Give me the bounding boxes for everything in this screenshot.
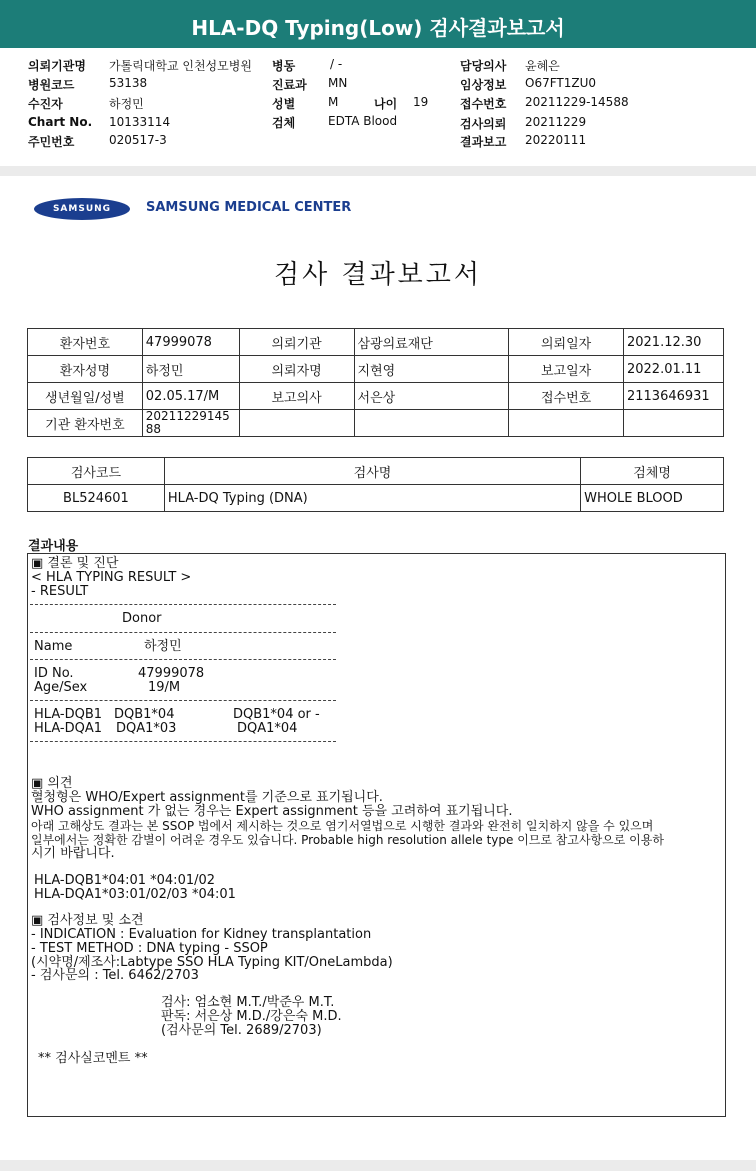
info-value: 하정민 (109, 97, 144, 111)
info-value: 020517-3 (109, 133, 167, 147)
table-row (28, 383, 724, 410)
table-row (28, 356, 724, 383)
report-header (0, 0, 756, 48)
table-cell (509, 410, 624, 437)
table-cell (354, 410, 509, 437)
info-label: 검체 (272, 116, 296, 130)
name-label: Name (34, 639, 73, 654)
table-cell: 2021122914588 (142, 410, 239, 437)
info-value: O67FT1ZU0 (525, 76, 597, 90)
dashed-line (30, 604, 336, 605)
opinion-line: 시기 바랍니다. (31, 846, 115, 861)
table-cell: 보고의사 (239, 383, 354, 410)
agesex-value: 19/M (148, 680, 181, 695)
id-value: 47999078 (138, 666, 205, 681)
info-value: 10133114 (109, 115, 171, 129)
info-label: 성별 (272, 97, 296, 111)
patient-table (27, 328, 724, 437)
table-cell: WHOLE BLOOD (581, 485, 724, 512)
info-value: M (328, 95, 339, 109)
info-value: 53138 (109, 76, 148, 90)
info-line: - INDICATION : Evaluation for Kidney transplantation (31, 927, 372, 942)
table-cell (623, 410, 723, 437)
dqb1-allele-1: DQB1*04 (114, 707, 175, 722)
table-cell: 47999078 (142, 329, 239, 356)
info-label: 검사의뢰 (460, 117, 507, 131)
table-cell: 기관 환자번호 (28, 410, 143, 437)
conclusion-title: ▣ 결론 및 진단 (31, 556, 119, 571)
info-label: 접수번호 (460, 97, 507, 111)
table-cell: 하정민 (142, 356, 239, 383)
dqb1-label: HLA-DQB1 (34, 707, 103, 722)
info-value: 20211229-14588 (525, 95, 629, 109)
table-header: 검사코드 (28, 458, 165, 485)
document-title: 검사 결과보고서 (273, 260, 483, 290)
dqa1-allele-1: DQA1*03 (116, 721, 177, 736)
agesex-label: Age/Sex (34, 680, 88, 695)
table-header: 검사명 (164, 458, 580, 485)
info-value: 가톨릭대학교 인천성모병원 (109, 59, 252, 73)
table-cell: 보고일자 (509, 356, 624, 383)
dashed-line (30, 700, 336, 701)
opinion-line: WHO assignment 가 없는 경우는 Expert assignment 등을 고려하여 표기됩니다. (31, 804, 513, 819)
sign-line: 판독: 서은상 M.D./강은숙 M.D. (161, 1009, 342, 1024)
table-cell (239, 410, 354, 437)
info-value: MN (328, 76, 348, 90)
table-cell: 환자성명 (28, 356, 143, 383)
table-row (28, 410, 724, 437)
opinion-line: 일부에서는 정확한 감별이 어려운 경우도 있습니다. Probable high resolution allele type 이므로 참고사항으로 이용하 (31, 833, 664, 847)
info-label: 병동 (272, 59, 296, 73)
info-label: 진료과 (272, 78, 307, 92)
info-label: 임상정보 (460, 78, 507, 92)
table-cell: BL524601 (28, 485, 165, 512)
table-cell: 의뢰일자 (509, 329, 624, 356)
section-divider (0, 166, 756, 176)
report-title: HLA-DQ Typing(Low) 검사결과보고서 (191, 16, 565, 40)
hr-line: HLA-DQA1*03:01/02/03 *04:01 (34, 887, 236, 902)
table-cell: 서은상 (354, 383, 509, 410)
name-value: 하정민 (144, 639, 182, 654)
info-value: / - (330, 57, 343, 71)
info-label: 결과보고 (460, 135, 507, 149)
samsung-logo: SAMSUNG (34, 198, 130, 220)
opinion-line: 아래 고해상도 결과는 본 SSOP 법에서 제시하는 것으로 염기서열법으로 시행한 결과와 완전히 일치하지 않을 수 있으며 (31, 819, 654, 833)
typing-title: < HLA TYPING RESULT > (31, 570, 192, 585)
info-line: - TEST METHOD : DNA typing - SSOP (31, 941, 268, 956)
opinion-title: ▣ 의견 (31, 776, 73, 791)
table-cell: 2021.12.30 (623, 329, 723, 356)
result-label: - RESULT (31, 584, 89, 599)
info-label: 의뢰기관명 (28, 59, 86, 73)
dqa1-label: HLA-DQA1 (34, 721, 103, 736)
info-value: 19 (413, 95, 429, 109)
info-label: 주민번호 (28, 135, 75, 149)
info-value: 윤혜은 (525, 59, 560, 73)
table-row (28, 485, 724, 512)
table-row (28, 329, 724, 356)
hospital-name: SAMSUNG MEDICAL CENTER (146, 200, 352, 215)
dashed-line (30, 659, 336, 660)
info-label: 수진자 (28, 97, 63, 111)
table-cell: 2022.01.11 (623, 356, 723, 383)
table-cell: 2113646931 (623, 383, 723, 410)
table-cell: 02.05.17/M (142, 383, 239, 410)
table-cell: 의뢰자명 (239, 356, 354, 383)
table-cell: 의뢰기관 (239, 329, 354, 356)
table-cell: 삼광의료재단 (354, 329, 509, 356)
result-heading: 결과내용 (28, 539, 79, 554)
dashed-line (30, 741, 336, 742)
table-header: 검체명 (581, 458, 724, 485)
table-cell: 지현영 (354, 356, 509, 383)
hr-line: HLA-DQB1*04:01 *04:01/02 (34, 873, 216, 888)
info-label: 담당의사 (460, 59, 507, 73)
table-header-row (28, 458, 724, 485)
table-cell: 접수번호 (509, 383, 624, 410)
info-title: ▣ 검사정보 및 소견 (31, 913, 144, 928)
table-cell: 생년월일/성별 (28, 383, 143, 410)
info-label: Chart No. (28, 115, 93, 129)
sign-line: (검사문의 Tel. 2689/2703) (161, 1023, 322, 1038)
info-value: EDTA Blood (328, 114, 398, 128)
info-label: 나이 (374, 97, 398, 111)
table-cell: 환자번호 (28, 329, 143, 356)
info-line: - 검사문의 : Tel. 6462/2703 (31, 968, 199, 983)
footer-bar (0, 1160, 756, 1171)
table-cell: HLA-DQ Typing (DNA) (164, 485, 580, 512)
dqb1-allele-2: DQB1*04 or - (233, 707, 320, 722)
opinion-line: 혈청형은 WHO/Expert assignment를 기준으로 표기됩니다. (31, 790, 383, 805)
info-line: (시약명/제조사:Labtype SSO HLA Typing KIT/OneLambda) (31, 955, 393, 970)
id-label: ID No. (34, 666, 74, 681)
lab-comment: ** 검사실코멘트 ** (38, 1051, 148, 1066)
dqa1-allele-2: DQA1*04 (237, 721, 298, 736)
test-table (27, 457, 724, 512)
dashed-line (30, 632, 336, 633)
info-label: 병원코드 (28, 78, 75, 92)
info-value: 20220111 (525, 133, 587, 147)
info-value: 20211229 (525, 115, 587, 129)
donor-label: Donor (122, 611, 162, 626)
sign-line: 검사: 엄소현 M.T./박준우 M.T. (161, 995, 335, 1010)
